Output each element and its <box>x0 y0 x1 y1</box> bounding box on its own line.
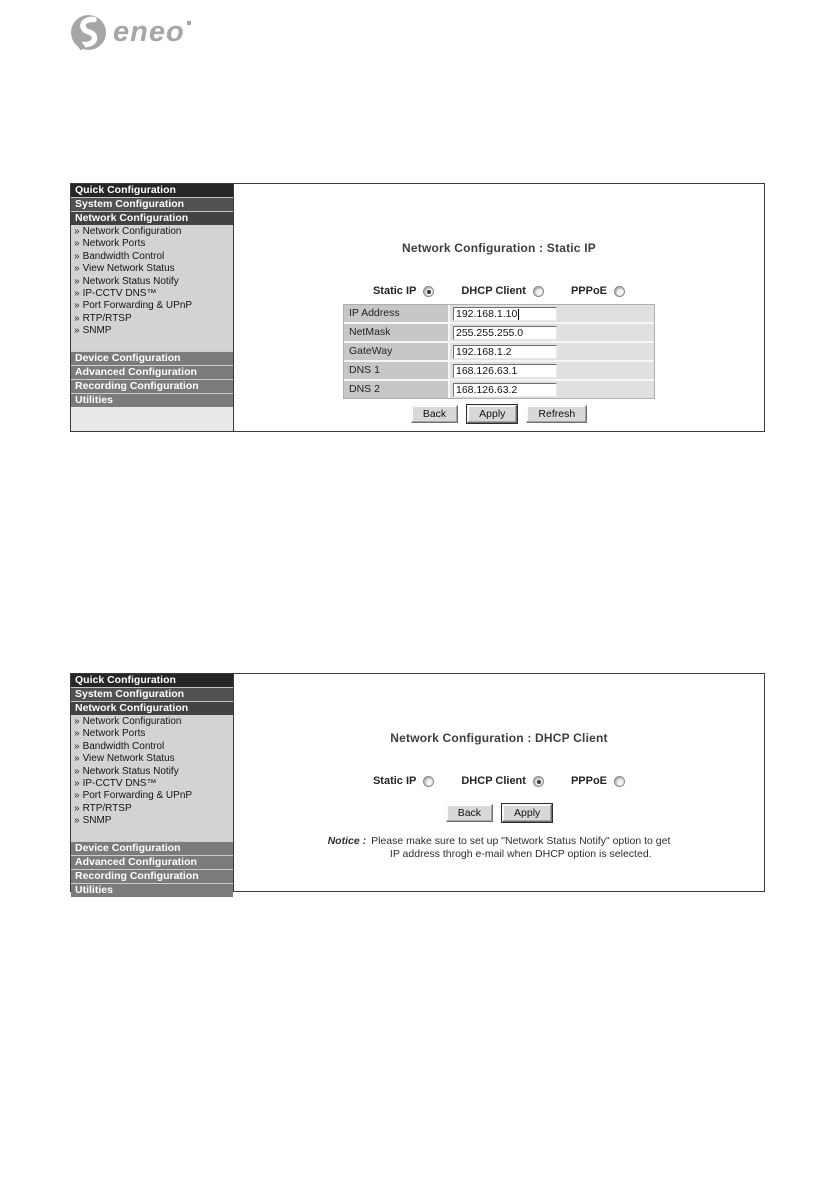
gateway-label: GateWay <box>344 343 450 360</box>
dhcp-client-radio[interactable] <box>533 776 544 787</box>
back-button[interactable]: Back <box>446 804 493 822</box>
chevron-icon: » <box>74 325 80 337</box>
sidebar-item-quick-configuration[interactable]: Quick Configuration <box>71 674 233 687</box>
chevron-icon: » <box>74 802 80 814</box>
pppoe-radio[interactable] <box>614 286 625 297</box>
nav-sidebar <box>71 184 234 431</box>
table-row <box>344 381 654 398</box>
subitem-label: Bandwidth Control <box>82 250 165 262</box>
dhcp-client-radio[interactable] <box>533 286 544 297</box>
sidebar-empty-area <box>71 407 233 431</box>
chevron-icon: » <box>74 238 80 250</box>
sidebar-subitem-network-configuration[interactable] <box>71 716 233 728</box>
sidebar-subitem-network-ports[interactable] <box>71 238 233 250</box>
dns1-label: DNS 1 <box>344 362 450 379</box>
sidebar-subitem-network-status-notify[interactable] <box>71 276 233 288</box>
radio-option-dhcp-client[interactable] <box>461 285 544 297</box>
sidebar-subitem-ip-cctv-dns[interactable] <box>71 288 233 300</box>
chevron-icon: » <box>74 728 80 740</box>
sidebar-subitem-rtp-rtsp[interactable] <box>71 803 233 815</box>
sidebar-item-system-configuration[interactable]: System Configuration <box>71 197 233 211</box>
table-cell <box>450 381 654 398</box>
sidebar-subitem-network-status-notify[interactable] <box>71 766 233 778</box>
page-title: Network Configuration : DHCP Client <box>390 731 608 745</box>
table-row <box>344 362 654 379</box>
notice-label: Notice : <box>327 835 367 847</box>
sidebar-item-device-configuration[interactable]: Device Configuration <box>71 841 233 855</box>
chevron-icon: » <box>74 765 80 777</box>
action-buttons <box>234 405 764 423</box>
sidebar-item-device-configuration[interactable]: Device Configuration <box>71 351 233 365</box>
subitem-label: RTP/RTSP <box>82 312 132 324</box>
subitem-label: Network Configuration <box>82 226 182 237</box>
radio-option-pppoe[interactable] <box>571 285 625 297</box>
chevron-icon: » <box>74 226 80 237</box>
table-row <box>344 324 654 341</box>
radio-label: PPPoE <box>570 775 608 787</box>
static-ip-radio[interactable] <box>423 776 434 787</box>
sidebar-item-utilities[interactable]: Utilities <box>71 393 233 407</box>
logo-trademark-dot <box>187 21 191 25</box>
screenshot-static-ip <box>70 183 765 432</box>
chevron-icon: » <box>74 815 80 827</box>
chevron-icon: » <box>74 288 80 300</box>
subitem-label: Port Forwarding & UPnP <box>82 300 193 312</box>
radio-label: DHCP Client <box>461 285 526 297</box>
subitem-label: Network Configuration <box>82 716 182 727</box>
sidebar-item-recording-configuration[interactable]: Recording Configuration <box>71 869 233 883</box>
subitem-label: Network Status Notify <box>82 275 179 287</box>
sidebar-subitem-port-forwarding-upnp[interactable] <box>71 300 233 312</box>
sidebar-item-network-configuration[interactable]: Network Configuration <box>71 701 233 715</box>
gateway-input[interactable] <box>453 345 557 359</box>
subitem-label: Port Forwarding & UPnP <box>82 790 193 802</box>
connection-type-radio-group <box>234 775 764 787</box>
subitem-label: Network Ports <box>82 728 146 740</box>
table-cell <box>450 343 654 360</box>
apply-button[interactable]: Apply <box>467 405 517 423</box>
subitem-label: View Network Status <box>82 753 175 765</box>
sidebar-item-recording-configuration[interactable]: Recording Configuration <box>71 379 233 393</box>
back-button[interactable]: Back <box>411 405 458 423</box>
chevron-icon: » <box>74 790 80 802</box>
sidebar-subitem-rtp-rtsp[interactable] <box>71 313 233 325</box>
chevron-icon: » <box>74 753 80 765</box>
sidebar-item-advanced-configuration[interactable]: Advanced Configuration <box>71 855 233 869</box>
apply-button[interactable]: Apply <box>502 804 552 822</box>
dns1-input[interactable] <box>453 364 557 378</box>
subitem-label: View Network Status <box>82 263 175 275</box>
radio-label: PPPoE <box>570 285 608 297</box>
notice-line-2: IP address throgh e-mail when DHCP option is selected. <box>389 848 652 860</box>
pppoe-radio[interactable] <box>614 776 625 787</box>
chevron-icon: » <box>74 778 80 790</box>
chevron-icon: » <box>74 275 80 287</box>
radio-option-dhcp-client[interactable] <box>461 775 544 787</box>
netmask-input[interactable] <box>453 326 557 340</box>
eneo-logo-icon <box>70 14 107 51</box>
subitem-label: SNMP <box>82 325 112 337</box>
sidebar-item-utilities[interactable]: Utilities <box>71 883 233 897</box>
radio-option-static-ip[interactable] <box>373 285 434 297</box>
dns2-input[interactable] <box>453 383 557 397</box>
action-buttons <box>234 804 764 822</box>
chevron-icon: » <box>74 740 80 752</box>
sidebar-item-system-configuration[interactable]: System Configuration <box>71 687 233 701</box>
static-ip-radio[interactable] <box>423 286 434 297</box>
sidebar-item-advanced-configuration[interactable]: Advanced Configuration <box>71 365 233 379</box>
table-cell <box>450 305 654 322</box>
page-title: Network Configuration : Static IP <box>402 241 596 255</box>
radio-label: DHCP Client <box>461 775 526 787</box>
subitem-label: IP-CCTV DNS™ <box>82 778 157 790</box>
radio-label: Static IP <box>372 285 417 297</box>
sidebar-item-quick-configuration[interactable]: Quick Configuration <box>71 184 233 197</box>
sidebar-item-network-configuration[interactable]: Network Configuration <box>71 211 233 225</box>
sidebar-subitem-snmp[interactable] <box>71 815 233 827</box>
sidebar-subitem-view-network-status[interactable] <box>71 263 233 275</box>
table-row <box>344 305 654 322</box>
chevron-icon: » <box>74 250 80 262</box>
subitem-label: Network Ports <box>82 238 146 250</box>
chevron-icon: » <box>74 716 80 727</box>
ip-address-input[interactable] <box>453 307 557 321</box>
sidebar-subitem-port-forwarding-upnp[interactable] <box>71 790 233 802</box>
sidebar-subitem-group <box>71 715 233 841</box>
subitem-label: RTP/RTSP <box>82 802 132 814</box>
dhcp-notice <box>234 835 764 860</box>
static-ip-panel <box>234 184 764 431</box>
sidebar-subitem-ip-cctv-dns[interactable] <box>71 778 233 790</box>
screenshot-dhcp-client <box>70 673 765 896</box>
sidebar-subitem-bandwidth-control[interactable] <box>71 251 233 263</box>
sidebar-subitem-group <box>71 225 233 351</box>
table-cell <box>450 324 654 341</box>
chevron-icon: » <box>74 263 80 275</box>
sidebar-subitem-network-ports[interactable] <box>71 728 233 740</box>
ip-address-label: IP Address <box>344 305 450 322</box>
dhcp-client-panel <box>234 674 764 891</box>
nav-sidebar <box>71 674 234 896</box>
chevron-icon: » <box>74 300 80 312</box>
dns2-label: DNS 2 <box>344 381 450 398</box>
network-settings-table <box>343 304 655 399</box>
sidebar-subitem-snmp[interactable] <box>71 325 233 337</box>
text-caret <box>518 309 519 320</box>
chevron-icon: » <box>74 312 80 324</box>
radio-option-static-ip[interactable] <box>373 775 434 787</box>
connection-type-radio-group <box>234 285 764 297</box>
netmask-label: NetMask <box>344 324 450 341</box>
subitem-label: SNMP <box>82 815 112 827</box>
sidebar-subitem-view-network-status[interactable] <box>71 753 233 765</box>
subitem-label: IP-CCTV DNS™ <box>82 288 157 300</box>
logo-wordmark: eneo <box>113 16 185 48</box>
refresh-button[interactable]: Refresh <box>526 405 587 423</box>
subitem-label: Bandwidth Control <box>82 740 165 752</box>
sidebar-subitem-bandwidth-control[interactable] <box>71 741 233 753</box>
table-row <box>344 343 654 360</box>
sidebar-subitem-network-configuration[interactable] <box>71 226 233 238</box>
subitem-label: Network Status Notify <box>82 765 179 777</box>
radio-label: Static IP <box>372 775 417 787</box>
radio-option-pppoe[interactable] <box>571 775 625 787</box>
notice-line-1: Please make sure to set up "Network Status Notify" option to get <box>371 835 671 847</box>
table-cell <box>450 362 654 379</box>
eneo-logo <box>70 14 189 51</box>
